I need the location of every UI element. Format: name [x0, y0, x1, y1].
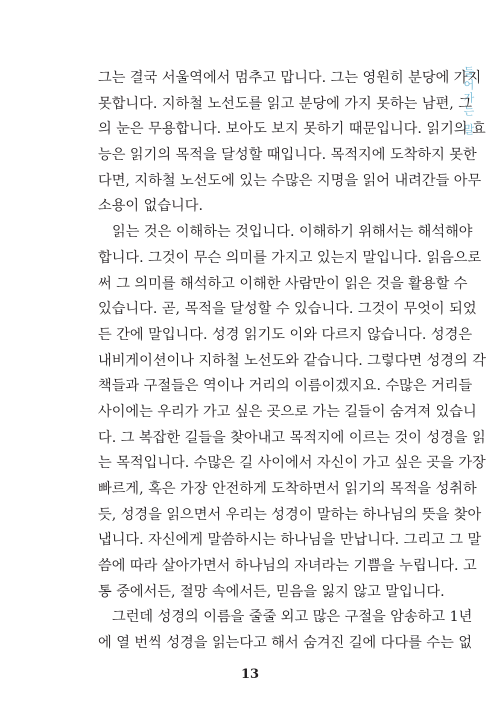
- text-line: 써 그 의미를 해석하고 이해한 사람만이 읽은 것을 활용할 수: [98, 275, 468, 292]
- text-line: 합니다. 그것이 무슨 의미를 가지고 있는지 말입니다. 읽음으로: [98, 249, 482, 266]
- page-number: 13: [240, 667, 260, 682]
- text-line: 의 눈은 무용합니다. 보아도 보지 못하기 때문입니다. 읽기의 효: [98, 121, 486, 138]
- paragraph-2: [98, 220, 486, 605]
- text-line: 그런데 성경의 이름을 줄줄 외고 많은 구절을 암송하고 1년: [112, 609, 473, 626]
- running-head: 들어가는 말: [462, 66, 475, 137]
- text-line: 통 중에서든, 절망 속에서든, 믿음을 잃지 않고 말입니다.: [98, 583, 445, 600]
- paragraph-3: [98, 605, 473, 656]
- text-line: 는 목적입니다. 수많은 길 사이에서 자신이 가고 싶은 곳을 가장: [98, 455, 486, 472]
- text-line: 듯, 성경을 읽으면서 우리는 성경이 말하는 하나님의 뜻을 찾아: [98, 506, 482, 523]
- text-line: 씀에 따라 살아가면서 하나님의 자녀라는 기쁨을 누립니다. 고: [98, 558, 477, 575]
- text-line: 못합니다. 지하철 노선도를 읽고 분당에 가지 못하는 남편, 그: [98, 95, 473, 112]
- text-line: 다면, 지하철 노선도에 있는 수많은 지명을 읽어 내려간들 아무: [98, 172, 482, 189]
- text-line: 있습니다. 곧, 목적을 달성할 수 있습니다. 그것이 무엇이 되었: [98, 301, 477, 318]
- text-line: 책들과 구절들은 역이나 거리의 이름이겠지요. 수많은 거리들: [98, 378, 473, 395]
- text-line: 다. 그 복잡한 길들을 찾아내고 목적지에 이르는 것이 성경을 읽: [98, 429, 486, 446]
- text-line: 능은 읽기의 목적을 달성할 때입니다. 목적지에 도착하지 못한: [98, 147, 477, 164]
- text-line: 내비게이션이나 지하철 노선도와 같습니다. 그렇다면 성경의 각: [98, 352, 486, 369]
- text-line: 소용이 없습니다.: [98, 198, 203, 215]
- text-line: 사이에는 우리가 가고 싶은 곳으로 가는 길들이 숨겨져 있습니: [98, 403, 477, 420]
- text-line: 그는 결국 서울역에서 멈추고 맙니다. 그는 영원히 분당에 가지: [98, 70, 482, 86]
- text-line: 든 간에 말입니다. 성경 읽기도 이와 다르지 않습니다. 성경은: [98, 326, 473, 343]
- text-line: 냅니다. 자신에게 말씀하시는 하나님을 만납니다. 그리고 그 말: [98, 532, 482, 549]
- text-line: 빠르게, 혹은 가장 안전하게 도착하면서 읽기의 목적을 성취하: [98, 481, 477, 497]
- text-line: 에 열 번씩 성경을 읽는다고 해서 숨겨진 길에 다다를 수는 없: [98, 635, 473, 652]
- text-line: 읽는 것은 이해하는 것입니다. 이해하기 위해서는 해석해야: [112, 224, 473, 241]
